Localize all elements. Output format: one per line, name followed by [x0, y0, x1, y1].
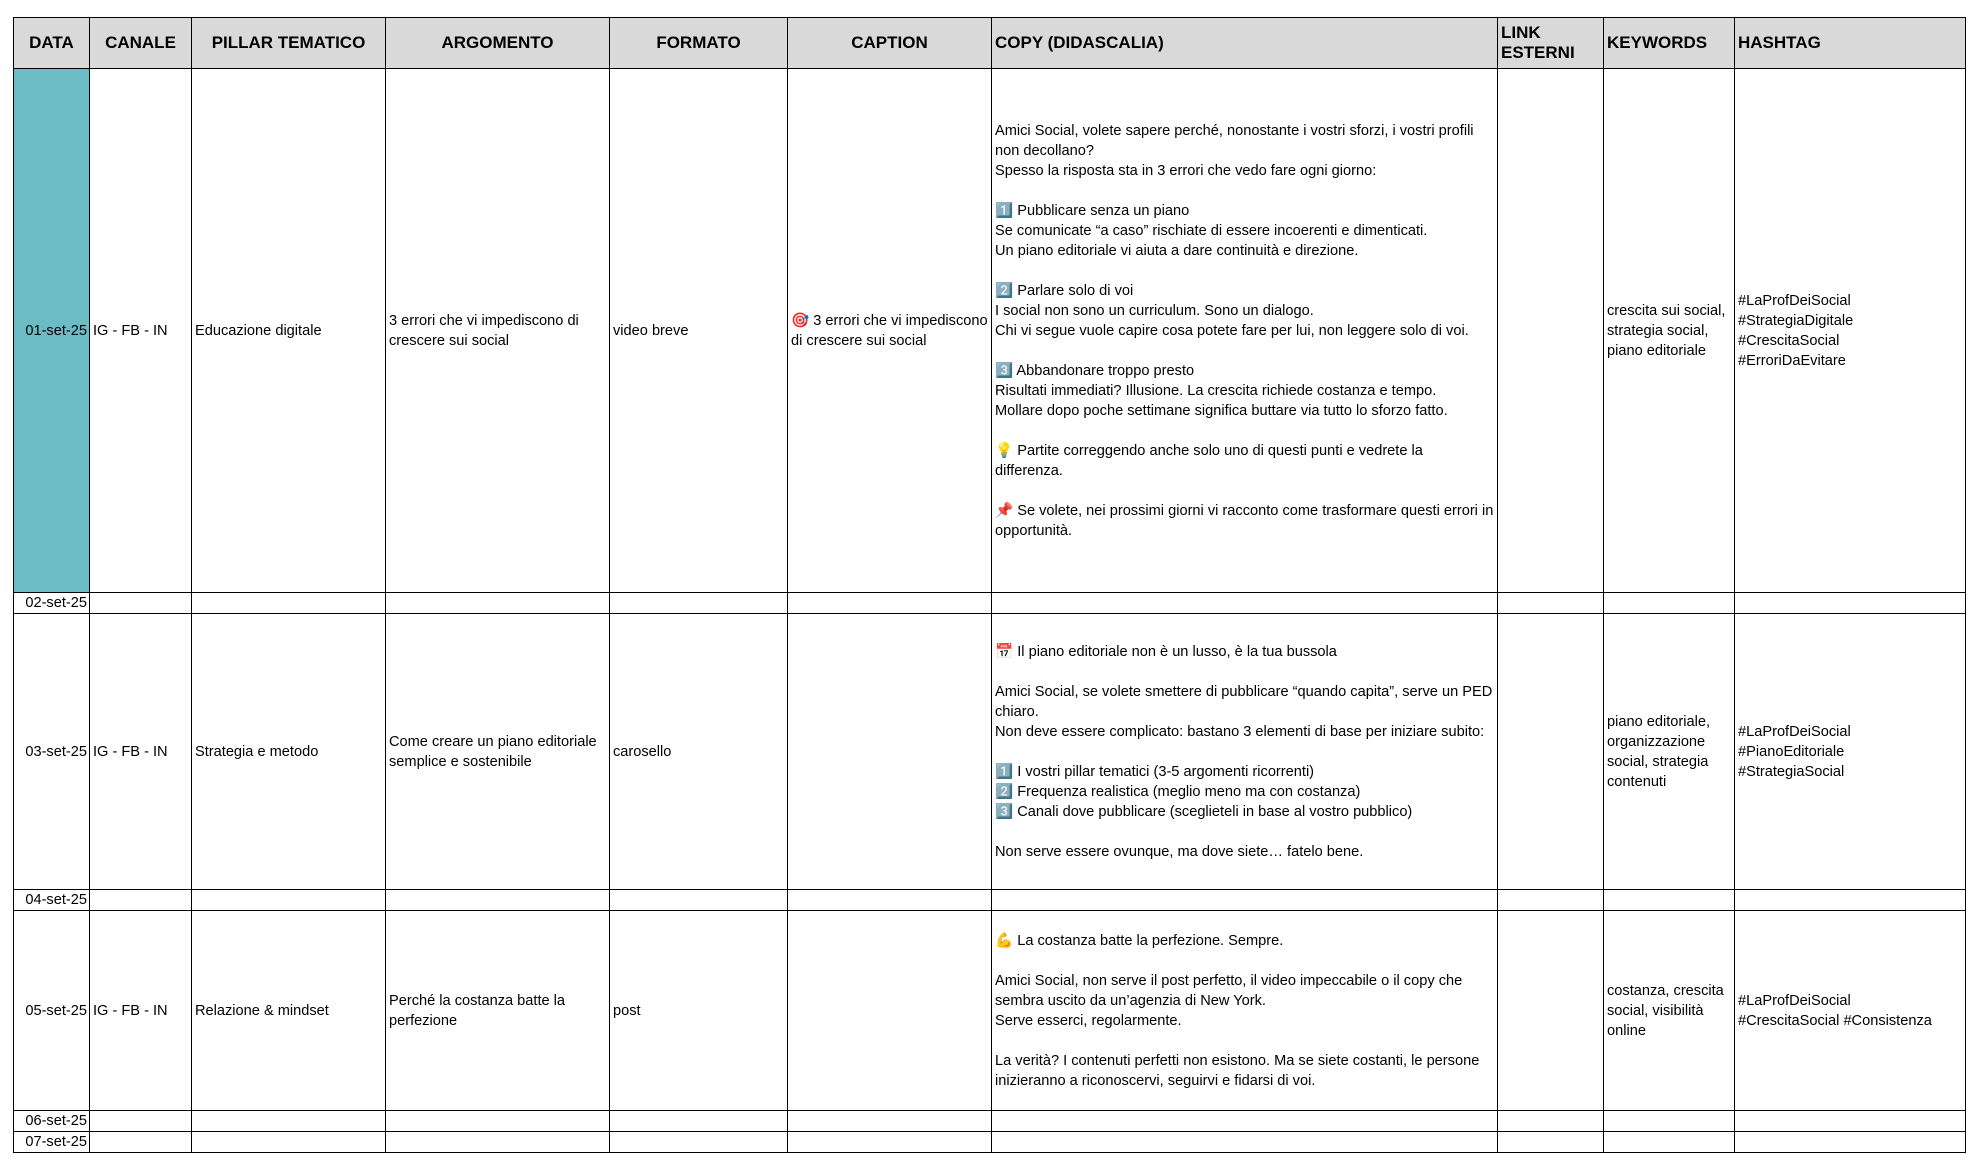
cell-copy[interactable]: Amici Social, volete sapere perché, nonostante i vostri sforzi, i vostri profili non decollano? Spesso la risposta sta in 3 errori che vedo fare ogni giorno: 1️⃣ Pubblicare senza un piano Se comunicate “a caso” rischiate di essere incoerenti e dimenticati. Un piano editoriale vi aiuta a dare continuità e direzione. 2️⃣ Parlare solo di voi I social non sono un curriculum. Sono un dialogo. Chi vi segue vuole capire cosa potete fare per lui, non leggere solo di voi. 3️⃣ Abbandonare troppo presto Risultati immediati? Illusione. La crescita richiede costanza e tempo. Mollare dopo poche settimane significa buttare via tutto lo sforzo fatto. 💡 Partite correggendo anche solo uno di questi punti e vedrete la differenza. 📌 Se volete, nei prossimi giorni vi racconto come trasformare questi errori in opportunità.	[992, 69, 1498, 593]
header-canale[interactable]: CANALE	[90, 18, 192, 69]
header-row	[14, 18, 1966, 69]
cell-link[interactable]	[1498, 614, 1604, 890]
cell-caption[interactable]: 🎯 3 errori che vi impediscono di crescere sui social	[788, 69, 992, 593]
table-row	[14, 890, 1966, 911]
cell-link[interactable]	[1498, 1111, 1604, 1132]
cell-link[interactable]	[1498, 593, 1604, 614]
cell-argomento[interactable]	[386, 1132, 610, 1153]
cell-link[interactable]	[1498, 911, 1604, 1111]
cell-link[interactable]	[1498, 1132, 1604, 1153]
cell-argomento[interactable]: Come creare un piano editoriale semplice e sostenibile	[386, 614, 610, 890]
header-argomento[interactable]: ARGOMENTO	[386, 18, 610, 69]
cell-formato[interactable]: carosello	[610, 614, 788, 890]
header-keywords[interactable]: KEYWORDS	[1604, 18, 1735, 69]
header-pillar[interactable]: PILLAR TEMATICO	[192, 18, 386, 69]
cell-hashtag[interactable]	[1735, 593, 1966, 614]
cell-hashtag[interactable]: #LaProfDeiSocial #PianoEditoriale #StrategiaSocial	[1735, 614, 1966, 890]
table-row	[14, 593, 1966, 614]
cell-caption[interactable]	[788, 1111, 992, 1132]
cell-date[interactable]: 05-set-25	[14, 911, 90, 1111]
cell-keywords[interactable]	[1604, 1111, 1735, 1132]
cell-caption[interactable]	[788, 890, 992, 911]
cell-pillar[interactable]: Relazione & mindset	[192, 911, 386, 1111]
cell-date[interactable]: 01-set-25	[14, 69, 90, 593]
cell-keywords[interactable]: piano editoriale, organizzazione social, strategia contenuti	[1604, 614, 1735, 890]
cell-hashtag[interactable]	[1735, 1132, 1966, 1153]
cell-date[interactable]: 02-set-25	[14, 593, 90, 614]
cell-formato[interactable]: post	[610, 911, 788, 1111]
cell-hashtag[interactable]: #LaProfDeiSocial #StrategiaDigitale #CrescitaSocial #ErroriDaEvitare	[1735, 69, 1966, 593]
cell-pillar[interactable]	[192, 890, 386, 911]
table-row	[14, 911, 1966, 1111]
table-row	[14, 1132, 1966, 1153]
cell-pillar[interactable]	[192, 1111, 386, 1132]
cell-date[interactable]: 04-set-25	[14, 890, 90, 911]
header-hashtag[interactable]: HASHTAG	[1735, 18, 1966, 69]
cell-pillar[interactable]: Strategia e metodo	[192, 614, 386, 890]
cell-formato[interactable]	[610, 1132, 788, 1153]
cell-keywords[interactable]: costanza, crescita social, visibilità online	[1604, 911, 1735, 1111]
cell-pillar[interactable]: Educazione digitale	[192, 69, 386, 593]
header-caption[interactable]: CAPTION	[788, 18, 992, 69]
cell-caption[interactable]	[788, 593, 992, 614]
header-data[interactable]: DATA	[14, 18, 90, 69]
cell-caption[interactable]	[788, 1132, 992, 1153]
cell-hashtag[interactable]	[1735, 1111, 1966, 1132]
cell-argomento[interactable]: Perché la costanza batte la perfezione	[386, 911, 610, 1111]
cell-formato[interactable]	[610, 1111, 788, 1132]
table-row	[14, 69, 1966, 593]
cell-date[interactable]: 06-set-25	[14, 1111, 90, 1132]
cell-copy[interactable]: 💪 La costanza batte la perfezione. Sempre. Amici Social, non serve il post perfetto, il video impeccabile o il copy che sembra uscito da un’agenzia di New York. Serve esserci, regolarmente. La verità? I contenuti perfetti non esistono. Ma se siete costanti, le persone inizieranno a riconoscervi, seguirvi e fidarsi di voi.	[992, 911, 1498, 1111]
cell-pillar[interactable]	[192, 1132, 386, 1153]
table-row	[14, 614, 1966, 890]
cell-argomento[interactable]	[386, 593, 610, 614]
cell-canale[interactable]	[90, 1132, 192, 1153]
cell-canale[interactable]	[90, 1111, 192, 1132]
cell-keywords[interactable]	[1604, 890, 1735, 911]
cell-canale[interactable]	[90, 890, 192, 911]
header-link[interactable]: LINK ESTERNI	[1498, 18, 1604, 69]
cell-link[interactable]	[1498, 890, 1604, 911]
cell-copy[interactable]	[992, 1111, 1498, 1132]
cell-formato[interactable]: video breve	[610, 69, 788, 593]
cell-canale[interactable]	[90, 593, 192, 614]
cell-canale[interactable]: IG - FB - IN	[90, 911, 192, 1111]
cell-caption[interactable]	[788, 911, 992, 1111]
cell-copy[interactable]	[992, 890, 1498, 911]
header-copy[interactable]: COPY (DIDASCALIA)	[992, 18, 1498, 69]
cell-keywords[interactable]	[1604, 1132, 1735, 1153]
cell-argomento[interactable]	[386, 890, 610, 911]
cell-canale[interactable]: IG - FB - IN	[90, 614, 192, 890]
cell-formato[interactable]	[610, 890, 788, 911]
cell-keywords[interactable]: crescita sui social, strategia social, piano editoriale	[1604, 69, 1735, 593]
header-formato[interactable]: FORMATO	[610, 18, 788, 69]
cell-link[interactable]	[1498, 69, 1604, 593]
cell-copy[interactable]	[992, 1132, 1498, 1153]
cell-copy[interactable]: 📅 Il piano editoriale non è un lusso, è la tua bussola Amici Social, se volete smettere di pubblicare “quando capita”, serve un PED chiaro. Non deve essere complicato: bastano 3 elementi di base per iniziare subito: 1️⃣ I vostri pillar tematici (3-5 argomenti ricorrenti) 2️⃣ Frequenza realistica (meglio meno ma con costanza) 3️⃣ Canali dove pubblicare (sceglieteli in base al vostro pubblico) Non serve essere ovunque, ma dove siete… fatelo bene.	[992, 614, 1498, 890]
cell-copy[interactable]	[992, 593, 1498, 614]
cell-hashtag[interactable]	[1735, 890, 1966, 911]
cell-formato[interactable]	[610, 593, 788, 614]
cell-date[interactable]: 03-set-25	[14, 614, 90, 890]
cell-argomento[interactable]	[386, 1111, 610, 1132]
cell-canale[interactable]: IG - FB - IN	[90, 69, 192, 593]
cell-argomento[interactable]: 3 errori che vi impediscono di crescere sui social	[386, 69, 610, 593]
cell-hashtag[interactable]: #LaProfDeiSocial #CrescitaSocial #Consistenza	[1735, 911, 1966, 1111]
cell-pillar[interactable]	[192, 593, 386, 614]
cell-date[interactable]: 07-set-25	[14, 1132, 90, 1153]
table-row	[14, 1111, 1966, 1132]
cell-caption[interactable]	[788, 614, 992, 890]
cell-keywords[interactable]	[1604, 593, 1735, 614]
editorial-calendar-table	[13, 17, 1966, 1153]
